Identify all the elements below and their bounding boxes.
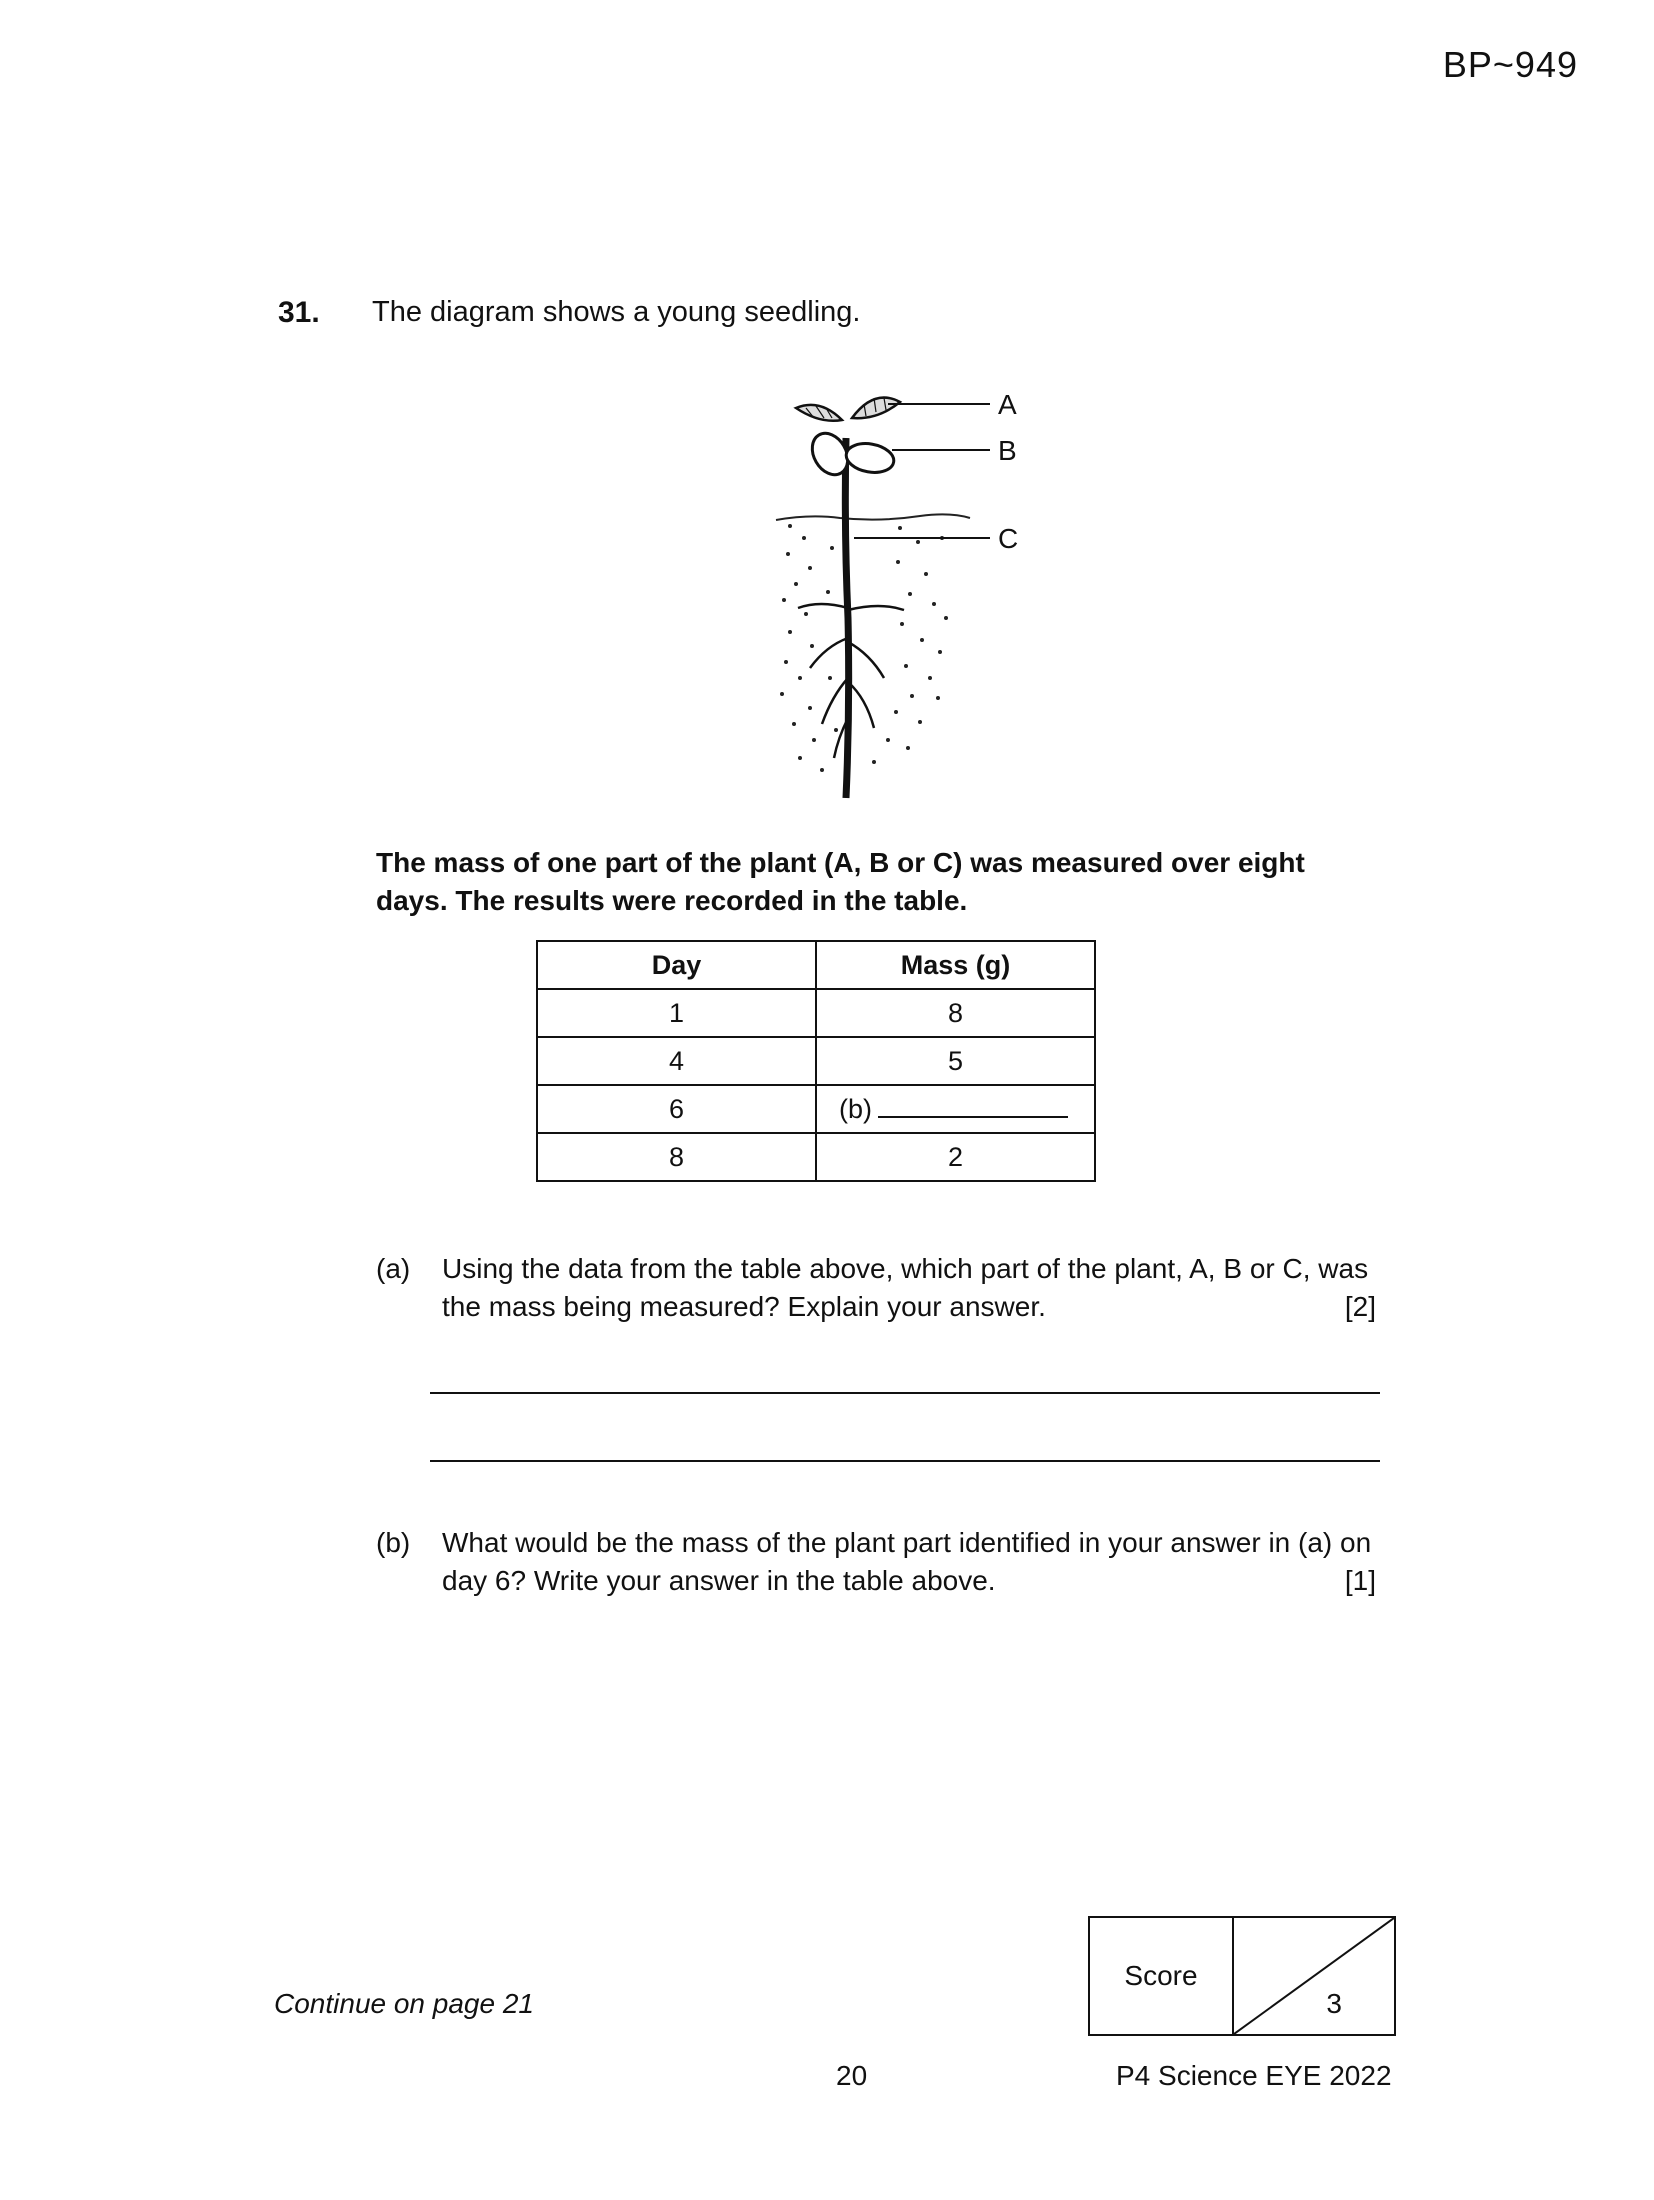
part-a-marks: [2] <box>1344 1291 1376 1322</box>
header-mass: Mass (g) <box>816 941 1095 989</box>
score-slash <box>1234 1918 1394 2034</box>
document-code: BP~949 <box>1442 44 1578 85</box>
part-b-label: (b) <box>376 1527 411 1558</box>
header-day: Day <box>537 941 816 989</box>
soil-particles <box>780 524 948 772</box>
question-number: 31. <box>278 296 320 329</box>
mass-cell: 8 <box>816 989 1095 1037</box>
seedling-diagram <box>770 378 1050 818</box>
part-b-text: What would be the mass of the plant part identified in your answer in (a) on day 6? Write your answer in the table above. <box>442 1527 1372 1596</box>
day-cell: 8 <box>537 1133 816 1181</box>
blank-answer-line[interactable] <box>878 1094 1068 1118</box>
table-row <box>537 1133 1095 1181</box>
mass-answer-cell[interactable] <box>816 1085 1095 1133</box>
mass-cell: 5 <box>816 1037 1095 1085</box>
label-c: C <box>998 523 1019 554</box>
score-total: 3 <box>1326 1988 1342 2019</box>
table-row <box>537 989 1095 1037</box>
part-b-marks: [1] <box>1344 1565 1376 1596</box>
day-cell: 6 <box>537 1085 816 1133</box>
label-b: B <box>998 435 1017 466</box>
exam-title: P4 Science EYE 2022 <box>1116 2060 1392 2091</box>
label-a: A <box>998 389 1017 420</box>
part-b <box>376 1524 1376 1600</box>
mass-cell: 2 <box>816 1133 1095 1181</box>
day-cell: 1 <box>537 989 816 1037</box>
answer-line-1[interactable] <box>430 1392 1380 1394</box>
table-row <box>537 1037 1095 1085</box>
continue-note: Continue on page 21 <box>274 1988 534 2019</box>
blank-label: (b) <box>839 1093 872 1124</box>
mass-table <box>536 940 1096 1182</box>
score-box <box>1088 1916 1396 2036</box>
question-description: The mass of one part of the plant (A, B or C) was measured over eight days. The results were recorded in the table. <box>376 847 1305 916</box>
question-intro: The diagram shows a young seedling. <box>372 296 861 328</box>
part-a <box>376 1250 1376 1326</box>
day-cell: 4 <box>537 1037 816 1085</box>
table-row <box>537 1085 1095 1133</box>
page-number: 20 <box>836 2060 868 2091</box>
table-header-row <box>537 941 1095 989</box>
part-a-text: Using the data from the table above, which part of the plant, A, B or C, was the mass being measured? Explain your answer. <box>442 1253 1369 1322</box>
part-a-label: (a) <box>376 1253 411 1284</box>
answer-line-2[interactable] <box>430 1460 1380 1462</box>
score-label: Score <box>1090 1918 1234 2034</box>
